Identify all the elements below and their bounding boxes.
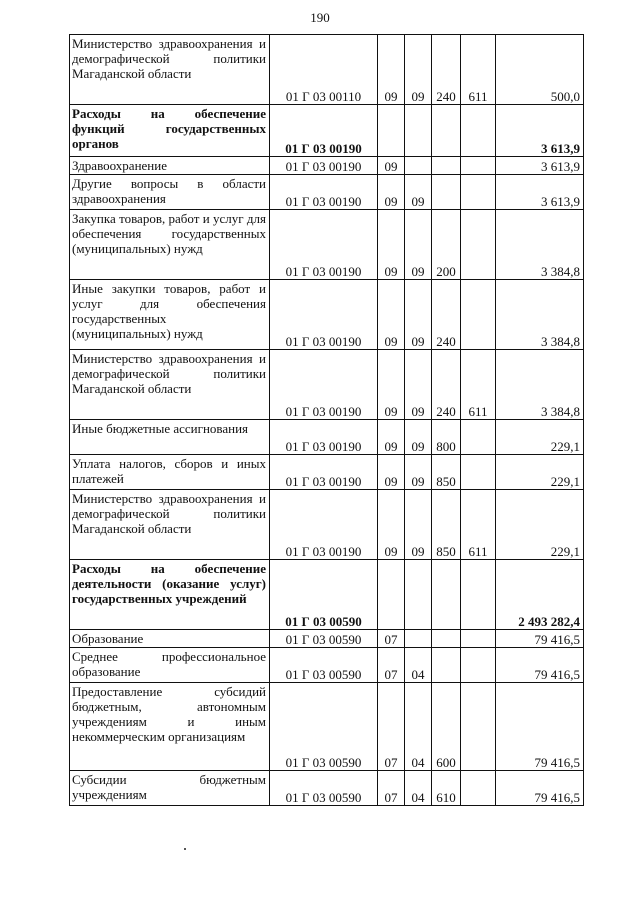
row-admin-code — [461, 420, 496, 455]
row-target-code: 01 Г 03 00190 — [270, 175, 378, 210]
row-admin-code — [461, 105, 496, 157]
row-expense-type: 200 — [432, 210, 461, 280]
budget-table — [69, 34, 584, 806]
row-expense-type — [432, 157, 461, 175]
row-subsection: 04 — [405, 648, 432, 683]
row-expense-type: 610 — [432, 771, 461, 806]
row-expense-type: 800 — [432, 420, 461, 455]
row-target-code: 01 Г 03 00190 — [270, 105, 378, 157]
row-name: Субсидии бюджетным учреждениям — [70, 771, 270, 806]
row-subsection: 09 — [405, 455, 432, 490]
row-amount: 229,1 — [496, 455, 584, 490]
row-amount: 2 493 282,4 — [496, 560, 584, 630]
table-row — [70, 35, 584, 105]
row-section: 09 — [378, 35, 405, 105]
row-section — [378, 105, 405, 157]
row-admin-code — [461, 280, 496, 350]
row-name: Иные бюджетные ассигнования — [70, 420, 270, 455]
row-expense-type: 240 — [432, 350, 461, 420]
row-name: Министерство здравоохранения и демографической политики Магаданской области — [70, 350, 270, 420]
row-name: Другие вопросы в области здравоохранения — [70, 175, 270, 210]
row-amount: 3 384,8 — [496, 350, 584, 420]
row-subsection — [405, 630, 432, 648]
row-target-code: 01 Г 03 00590 — [270, 630, 378, 648]
row-section — [378, 560, 405, 630]
row-amount: 3 613,9 — [496, 157, 584, 175]
row-amount: 79 416,5 — [496, 630, 584, 648]
row-admin-code — [461, 771, 496, 806]
row-expense-type — [432, 560, 461, 630]
row-amount: 79 416,5 — [496, 771, 584, 806]
table-row — [70, 210, 584, 280]
row-target-code: 01 Г 03 00190 — [270, 350, 378, 420]
row-admin-code — [461, 648, 496, 683]
row-subsection: 09 — [405, 210, 432, 280]
row-amount: 229,1 — [496, 420, 584, 455]
table-row — [70, 280, 584, 350]
row-name: Иные закупки товаров, работ и услуг для обеспечения государственных (муниципальных) нужд — [70, 280, 270, 350]
row-name: Здравоохранение — [70, 157, 270, 175]
row-target-code: 01 Г 03 00190 — [270, 210, 378, 280]
row-section: 09 — [378, 490, 405, 560]
row-target-code: 01 Г 03 00190 — [270, 420, 378, 455]
table-row — [70, 350, 584, 420]
table-row — [70, 771, 584, 806]
row-target-code: 01 Г 03 00190 — [270, 280, 378, 350]
row-admin-code — [461, 210, 496, 280]
table-row — [70, 455, 584, 490]
row-amount: 79 416,5 — [496, 648, 584, 683]
row-name: Расходы на обеспечение функций государственных органов — [70, 105, 270, 157]
row-target-code: 01 Г 03 00590 — [270, 560, 378, 630]
table-row — [70, 560, 584, 630]
row-subsection: 09 — [405, 35, 432, 105]
row-admin-code — [461, 630, 496, 648]
row-target-code: 01 Г 03 00590 — [270, 648, 378, 683]
row-section: 09 — [378, 280, 405, 350]
row-expense-type — [432, 105, 461, 157]
row-expense-type: 240 — [432, 35, 461, 105]
row-admin-code: 611 — [461, 490, 496, 560]
row-expense-type: 850 — [432, 455, 461, 490]
row-admin-code — [461, 175, 496, 210]
row-subsection: 09 — [405, 280, 432, 350]
row-subsection — [405, 157, 432, 175]
row-admin-code — [461, 455, 496, 490]
row-section: 07 — [378, 771, 405, 806]
row-subsection: 04 — [405, 683, 432, 771]
row-section: 09 — [378, 420, 405, 455]
row-expense-type — [432, 175, 461, 210]
row-subsection: 09 — [405, 175, 432, 210]
row-target-code: 01 Г 03 00590 — [270, 771, 378, 806]
page-number: 190 — [310, 10, 330, 25]
row-section: 09 — [378, 157, 405, 175]
row-expense-type — [432, 630, 461, 648]
row-admin-code — [461, 157, 496, 175]
row-name: Министерство здравоохранения и демографической политики Магаданской области — [70, 35, 270, 105]
row-subsection — [405, 560, 432, 630]
table-row — [70, 630, 584, 648]
row-amount: 229,1 — [496, 490, 584, 560]
row-expense-type: 600 — [432, 683, 461, 771]
row-subsection — [405, 105, 432, 157]
row-subsection: 09 — [405, 350, 432, 420]
row-subsection: 09 — [405, 420, 432, 455]
row-section: 07 — [378, 683, 405, 771]
row-subsection: 09 — [405, 490, 432, 560]
row-amount: 3 613,9 — [496, 175, 584, 210]
scan-speck — [184, 848, 186, 850]
row-expense-type: 240 — [432, 280, 461, 350]
row-target-code: 01 Г 03 00590 — [270, 683, 378, 771]
row-section: 09 — [378, 210, 405, 280]
table-row — [70, 648, 584, 683]
row-subsection: 04 — [405, 771, 432, 806]
row-amount: 3 613,9 — [496, 105, 584, 157]
row-name: Расходы на обеспечение деятельности (оказание услуг) государственных учреждений — [70, 560, 270, 630]
row-amount: 500,0 — [496, 35, 584, 105]
row-expense-type: 850 — [432, 490, 461, 560]
table-row — [70, 683, 584, 771]
row-name: Среднее профессиональное образование — [70, 648, 270, 683]
table-row — [70, 490, 584, 560]
row-name: Уплата налогов, сборов и иных платежей — [70, 455, 270, 490]
row-name: Предоставление субсидий бюджетным, автономным учреждениям и иным некоммерческим организациям — [70, 683, 270, 771]
table-row — [70, 175, 584, 210]
row-name: Министерство здравоохранения и демографической политики Магаданской области — [70, 490, 270, 560]
row-section: 07 — [378, 630, 405, 648]
row-name: Закупка товаров, работ и услуг для обеспечения государственных (муниципальных) нужд — [70, 210, 270, 280]
row-admin-code — [461, 560, 496, 630]
row-amount: 79 416,5 — [496, 683, 584, 771]
row-expense-type — [432, 648, 461, 683]
row-amount: 3 384,8 — [496, 210, 584, 280]
row-target-code: 01 Г 03 00110 — [270, 35, 378, 105]
row-section: 07 — [378, 648, 405, 683]
row-name: Образование — [70, 630, 270, 648]
row-section: 09 — [378, 350, 405, 420]
table-row — [70, 420, 584, 455]
row-target-code: 01 Г 03 00190 — [270, 157, 378, 175]
row-admin-code: 611 — [461, 350, 496, 420]
table-row — [70, 105, 584, 157]
row-amount: 3 384,8 — [496, 280, 584, 350]
row-section: 09 — [378, 175, 405, 210]
row-target-code: 01 Г 03 00190 — [270, 490, 378, 560]
row-admin-code: 611 — [461, 35, 496, 105]
table-row — [70, 157, 584, 175]
row-target-code: 01 Г 03 00190 — [270, 455, 378, 490]
row-section: 09 — [378, 455, 405, 490]
row-admin-code — [461, 683, 496, 771]
